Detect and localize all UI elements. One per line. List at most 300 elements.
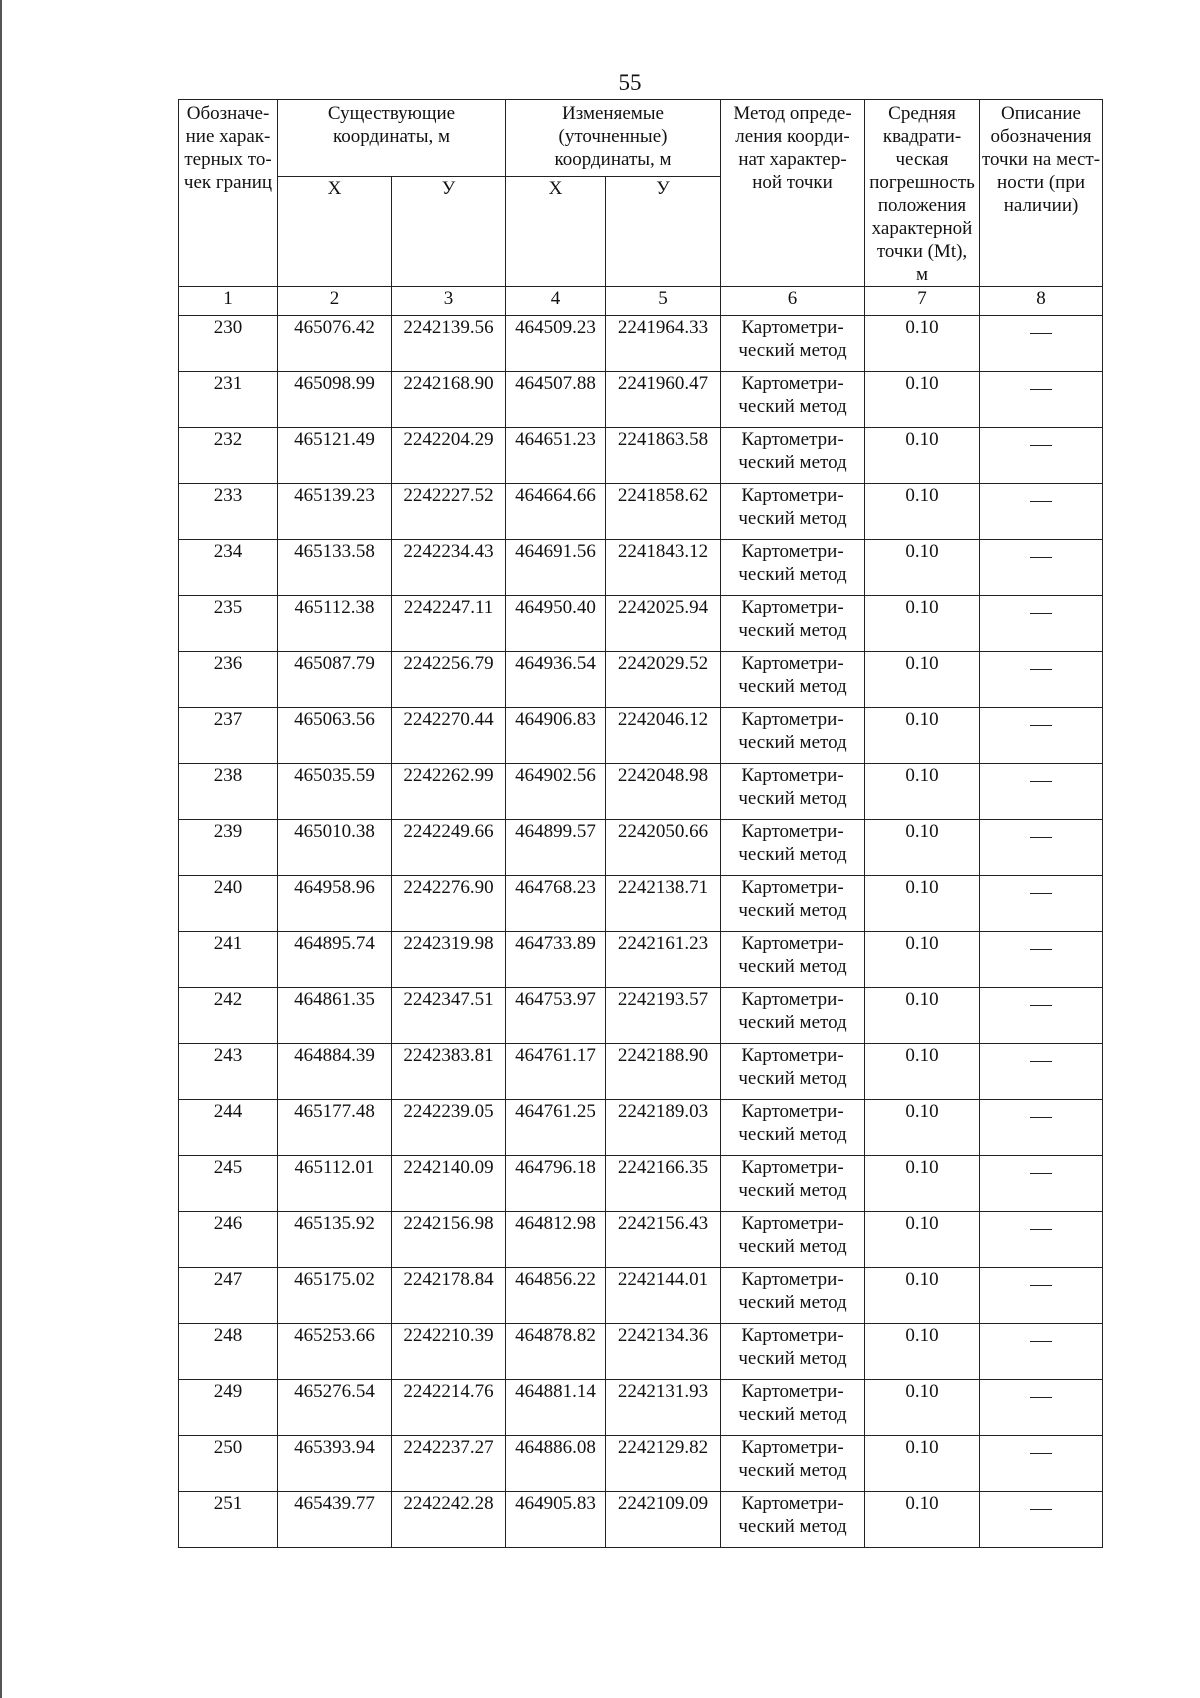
- dash-mark: [1030, 1509, 1052, 1510]
- error-value: 0.10: [865, 1324, 980, 1380]
- changed-y-value: 2242166.35: [606, 1156, 721, 1212]
- point-id: 250: [179, 1436, 278, 1492]
- method-text-line: ческий метод: [738, 1068, 847, 1089]
- header-existing-x: X: [278, 177, 392, 287]
- existing-y-value: 2242276.90: [392, 876, 506, 932]
- existing-y-value: 2242242.28: [392, 1492, 506, 1548]
- method-text-line: Картометри-: [741, 821, 844, 842]
- method-text-line: ческий метод: [738, 788, 847, 809]
- changed-y-value: 2242050.66: [606, 820, 721, 876]
- table-row: [179, 1044, 1103, 1100]
- header-line: Изменяемые: [562, 103, 664, 124]
- changed-x-value: 464812.98: [506, 1212, 606, 1268]
- description-cell: [980, 484, 1103, 540]
- method-text-line: ческий метод: [738, 844, 847, 865]
- method-text-line: ческий метод: [738, 620, 847, 641]
- existing-x-value: 465175.02: [278, 1268, 392, 1324]
- dash-mark: [1030, 893, 1052, 894]
- existing-y-value: 2242168.90: [392, 372, 506, 428]
- method-text-line: Картометри-: [741, 1381, 844, 1402]
- column-number: 8: [980, 287, 1103, 316]
- method-text-line: ческий метод: [738, 676, 847, 697]
- header-line: ности (при: [997, 172, 1085, 193]
- method-text-line: ческий метод: [738, 1236, 847, 1257]
- existing-x-value: 465087.79: [278, 652, 392, 708]
- table-row: [179, 1492, 1103, 1548]
- table-row: [179, 1436, 1103, 1492]
- point-id: 243: [179, 1044, 278, 1100]
- method-text-line: Картометри-: [741, 1325, 844, 1346]
- header-line: (уточненные): [558, 126, 668, 147]
- existing-x-value: 464884.39: [278, 1044, 392, 1100]
- existing-x-value: 464895.74: [278, 932, 392, 988]
- point-id: 246: [179, 1212, 278, 1268]
- dash-mark: [1030, 1005, 1052, 1006]
- changed-x-value: 464906.83: [506, 708, 606, 764]
- header-line: Обозначе-: [186, 103, 270, 124]
- page-left-edge: [0, 0, 2, 1698]
- method-cell: [721, 372, 865, 428]
- method-text-line: Картометри-: [741, 429, 844, 450]
- changed-y-value: 2242161.23: [606, 932, 721, 988]
- error-value: 0.10: [865, 316, 980, 372]
- method-text-line: Картометри-: [741, 1213, 844, 1234]
- existing-x-value: 465112.38: [278, 596, 392, 652]
- existing-x-value: 465133.58: [278, 540, 392, 596]
- column-number: 2: [278, 287, 392, 316]
- method-text-line: ческий метод: [738, 900, 847, 921]
- changed-x-value: 464509.23: [506, 316, 606, 372]
- existing-y-value: 2242156.98: [392, 1212, 506, 1268]
- dash-mark: [1030, 333, 1052, 334]
- header-existing-y: У: [392, 177, 506, 287]
- column-number: 5: [606, 287, 721, 316]
- table-row: [179, 708, 1103, 764]
- dash-mark: [1030, 501, 1052, 502]
- existing-x-value: 465139.23: [278, 484, 392, 540]
- table-row: [179, 596, 1103, 652]
- method-text-line: ческий метод: [738, 564, 847, 585]
- header-line: квадрати-: [882, 126, 962, 147]
- dash-mark: [1030, 1061, 1052, 1062]
- header-mean-square-error: [865, 100, 980, 287]
- existing-x-value: 465035.59: [278, 764, 392, 820]
- existing-y-value: 2242383.81: [392, 1044, 506, 1100]
- changed-y-value: 2242156.43: [606, 1212, 721, 1268]
- point-id: 248: [179, 1324, 278, 1380]
- table-row: [179, 1380, 1103, 1436]
- method-cell: [721, 1380, 865, 1436]
- error-value: 0.10: [865, 372, 980, 428]
- changed-x-value: 464936.54: [506, 652, 606, 708]
- dash-mark: [1030, 613, 1052, 614]
- existing-y-value: 2242227.52: [392, 484, 506, 540]
- header-point-description: [980, 100, 1103, 287]
- method-text-line: Картометри-: [741, 933, 844, 954]
- method-cell: [721, 1436, 865, 1492]
- description-cell: [980, 1268, 1103, 1324]
- changed-x-value: 464881.14: [506, 1380, 606, 1436]
- changed-y-value: 2241964.33: [606, 316, 721, 372]
- existing-x-value: 465393.94: [278, 1436, 392, 1492]
- error-value: 0.10: [865, 652, 980, 708]
- point-id: 234: [179, 540, 278, 596]
- existing-x-value: 464958.96: [278, 876, 392, 932]
- column-number: 6: [721, 287, 865, 316]
- description-cell: [980, 1156, 1103, 1212]
- error-value: 0.10: [865, 428, 980, 484]
- header-point-designation: [179, 100, 278, 287]
- method-cell: [721, 708, 865, 764]
- existing-x-value: 465112.01: [278, 1156, 392, 1212]
- changed-x-value: 464950.40: [506, 596, 606, 652]
- table-row: [179, 820, 1103, 876]
- header-line: погрешность: [869, 172, 975, 193]
- method-text-line: ческий метод: [738, 396, 847, 417]
- existing-y-value: 2242237.27: [392, 1436, 506, 1492]
- header-method: [721, 100, 865, 287]
- method-cell: [721, 1156, 865, 1212]
- changed-x-value: 464856.22: [506, 1268, 606, 1324]
- existing-y-value: 2242347.51: [392, 988, 506, 1044]
- existing-y-value: 2242214.76: [392, 1380, 506, 1436]
- error-value: 0.10: [865, 1268, 980, 1324]
- changed-x-value: 464753.97: [506, 988, 606, 1044]
- changed-x-value: 464878.82: [506, 1324, 606, 1380]
- method-text-line: Картометри-: [741, 1493, 844, 1514]
- table-row: [179, 1268, 1103, 1324]
- existing-x-value: 465076.42: [278, 316, 392, 372]
- existing-x-value: 465276.54: [278, 1380, 392, 1436]
- description-cell: [980, 1212, 1103, 1268]
- changed-y-value: 2241960.47: [606, 372, 721, 428]
- point-id: 230: [179, 316, 278, 372]
- changed-y-value: 2242144.01: [606, 1268, 721, 1324]
- error-value: 0.10: [865, 540, 980, 596]
- method-cell: [721, 1044, 865, 1100]
- dash-mark: [1030, 1117, 1052, 1118]
- changed-y-value: 2241843.12: [606, 540, 721, 596]
- method-text-line: ческий метод: [738, 956, 847, 977]
- point-id: 242: [179, 988, 278, 1044]
- header-changed-x: X: [506, 177, 606, 287]
- page-number: 55: [618, 70, 642, 95]
- existing-x-value: 465177.48: [278, 1100, 392, 1156]
- point-id: 232: [179, 428, 278, 484]
- method-text-line: Картометри-: [741, 373, 844, 394]
- changed-x-value: 464886.08: [506, 1436, 606, 1492]
- description-cell: [980, 1100, 1103, 1156]
- changed-x-value: 464507.88: [506, 372, 606, 428]
- description-cell: [980, 540, 1103, 596]
- description-cell: [980, 1436, 1103, 1492]
- changed-y-value: 2242134.36: [606, 1324, 721, 1380]
- error-value: 0.10: [865, 932, 980, 988]
- description-cell: [980, 428, 1103, 484]
- column-number: 4: [506, 287, 606, 316]
- header-line: м: [916, 264, 929, 285]
- error-value: 0.10: [865, 1212, 980, 1268]
- point-id: 233: [179, 484, 278, 540]
- error-value: 0.10: [865, 820, 980, 876]
- table-row: [179, 652, 1103, 708]
- error-value: 0.10: [865, 484, 980, 540]
- changed-y-value: 2242131.93: [606, 1380, 721, 1436]
- table-row: [179, 876, 1103, 932]
- error-value: 0.10: [865, 988, 980, 1044]
- existing-y-value: 2242210.39: [392, 1324, 506, 1380]
- point-id: 251: [179, 1492, 278, 1548]
- dash-mark: [1030, 725, 1052, 726]
- method-text-line: Картометри-: [741, 541, 844, 562]
- table-row: [179, 316, 1103, 372]
- existing-x-value: 465121.49: [278, 428, 392, 484]
- coordinates-table: [178, 99, 1103, 1548]
- existing-x-value: 464861.35: [278, 988, 392, 1044]
- method-cell: [721, 596, 865, 652]
- changed-y-value: 2242193.57: [606, 988, 721, 1044]
- changed-y-value: 2241863.58: [606, 428, 721, 484]
- existing-x-value: 465063.56: [278, 708, 392, 764]
- method-cell: [721, 1212, 865, 1268]
- existing-y-value: 2242270.44: [392, 708, 506, 764]
- header-line: нат характер-: [738, 149, 847, 170]
- dash-mark: [1030, 445, 1052, 446]
- dash-mark: [1030, 1285, 1052, 1286]
- dash-mark: [1030, 1453, 1052, 1454]
- existing-x-value: 465010.38: [278, 820, 392, 876]
- table-row: [179, 1100, 1103, 1156]
- changed-x-value: 464905.83: [506, 1492, 606, 1548]
- table-row: [179, 764, 1103, 820]
- point-id: 238: [179, 764, 278, 820]
- method-text-line: ческий метод: [738, 452, 847, 473]
- method-text-line: ческий метод: [738, 1516, 847, 1537]
- changed-x-value: 464691.56: [506, 540, 606, 596]
- header-line: характерной: [871, 218, 973, 239]
- existing-y-value: 2242234.43: [392, 540, 506, 596]
- changed-y-value: 2242109.09: [606, 1492, 721, 1548]
- point-id: 231: [179, 372, 278, 428]
- existing-x-value: 465135.92: [278, 1212, 392, 1268]
- changed-y-value: 2242129.82: [606, 1436, 721, 1492]
- method-text-line: ческий метод: [738, 1124, 847, 1145]
- table-row: [179, 372, 1103, 428]
- changed-y-value: 2242025.94: [606, 596, 721, 652]
- description-cell: [980, 1044, 1103, 1100]
- existing-y-value: 2242256.79: [392, 652, 506, 708]
- header-line: Описание: [1001, 103, 1081, 124]
- existing-y-value: 2242204.29: [392, 428, 506, 484]
- changed-y-value: 2242188.90: [606, 1044, 721, 1100]
- existing-x-value: 465253.66: [278, 1324, 392, 1380]
- header-line: точки на мест-: [981, 149, 1101, 170]
- error-value: 0.10: [865, 876, 980, 932]
- method-text-line: Картометри-: [741, 765, 844, 786]
- column-number: 3: [392, 287, 506, 316]
- column-number: 7: [865, 287, 980, 316]
- error-value: 0.10: [865, 1492, 980, 1548]
- method-text-line: Картометри-: [741, 485, 844, 506]
- method-text-line: Картометри-: [741, 1157, 844, 1178]
- table-body: [179, 316, 1103, 1548]
- dash-mark: [1030, 557, 1052, 558]
- header-line: ления коорди-: [735, 126, 850, 147]
- point-id: 240: [179, 876, 278, 932]
- changed-x-value: 464733.89: [506, 932, 606, 988]
- error-value: 0.10: [865, 1436, 980, 1492]
- method-text-line: ческий метод: [738, 732, 847, 753]
- changed-x-value: 464899.57: [506, 820, 606, 876]
- error-value: 0.10: [865, 596, 980, 652]
- changed-x-value: 464796.18: [506, 1156, 606, 1212]
- dash-mark: [1030, 949, 1052, 950]
- dash-mark: [1030, 669, 1052, 670]
- point-id: 239: [179, 820, 278, 876]
- changed-y-value: 2242138.71: [606, 876, 721, 932]
- changed-x-value: 464902.56: [506, 764, 606, 820]
- method-cell: [721, 428, 865, 484]
- existing-y-value: 2242239.05: [392, 1100, 506, 1156]
- table-row: [179, 1156, 1103, 1212]
- header-line: Средняя: [888, 103, 956, 124]
- column-number: 1: [179, 287, 278, 316]
- point-id: 236: [179, 652, 278, 708]
- description-cell: [980, 596, 1103, 652]
- point-id: 235: [179, 596, 278, 652]
- changed-y-value: 2242189.03: [606, 1100, 721, 1156]
- header-line: Метод опреде-: [733, 103, 852, 124]
- description-cell: [980, 372, 1103, 428]
- method-cell: [721, 764, 865, 820]
- existing-y-value: 2242178.84: [392, 1268, 506, 1324]
- existing-y-value: 2242247.11: [392, 596, 506, 652]
- header-line: наличии): [1003, 195, 1079, 216]
- existing-y-value: 2242139.56: [392, 316, 506, 372]
- changed-x-value: 464768.23: [506, 876, 606, 932]
- method-cell: [721, 876, 865, 932]
- description-cell: [980, 652, 1103, 708]
- error-value: 0.10: [865, 1100, 980, 1156]
- method-text-line: Картометри-: [741, 1101, 844, 1122]
- table-row: [179, 1212, 1103, 1268]
- error-value: 0.10: [865, 1156, 980, 1212]
- changed-y-value: 2241858.62: [606, 484, 721, 540]
- method-cell: [721, 988, 865, 1044]
- method-text-line: ческий метод: [738, 508, 847, 529]
- method-cell: [721, 1324, 865, 1380]
- point-id: 241: [179, 932, 278, 988]
- method-text-line: Картометри-: [741, 989, 844, 1010]
- dash-mark: [1030, 1341, 1052, 1342]
- changed-x-value: 464664.66: [506, 484, 606, 540]
- existing-y-value: 2242249.66: [392, 820, 506, 876]
- dash-mark: [1030, 389, 1052, 390]
- description-cell: [980, 708, 1103, 764]
- method-cell: [721, 316, 865, 372]
- method-text-line: Картометри-: [741, 877, 844, 898]
- header-line: координаты, м: [554, 149, 672, 170]
- method-text-line: Картометри-: [741, 1269, 844, 1290]
- table-row: [179, 988, 1103, 1044]
- method-text-line: ческий метод: [738, 1404, 847, 1425]
- dash-mark: [1030, 781, 1052, 782]
- method-cell: [721, 932, 865, 988]
- existing-y-value: 2242140.09: [392, 1156, 506, 1212]
- method-text-line: Картометри-: [741, 597, 844, 618]
- changed-y-value: 2242029.52: [606, 652, 721, 708]
- method-text-line: ческий метод: [738, 1460, 847, 1481]
- dash-mark: [1030, 837, 1052, 838]
- table-row: [179, 932, 1103, 988]
- table-row: [179, 428, 1103, 484]
- method-cell: [721, 540, 865, 596]
- point-id: 244: [179, 1100, 278, 1156]
- header-line: ной точки: [752, 172, 833, 193]
- header-line: точки (Mt),: [876, 241, 968, 262]
- dash-mark: [1030, 1229, 1052, 1230]
- method-cell: [721, 484, 865, 540]
- header-line: Существующие: [327, 103, 456, 124]
- error-value: 0.10: [865, 764, 980, 820]
- method-cell: [721, 820, 865, 876]
- description-cell: [980, 876, 1103, 932]
- point-id: 237: [179, 708, 278, 764]
- description-cell: [980, 988, 1103, 1044]
- changed-x-value: 464761.17: [506, 1044, 606, 1100]
- header-line: чек границ: [183, 172, 273, 193]
- header-existing-coordinates: [278, 100, 506, 177]
- header-line: ческая: [895, 149, 949, 170]
- existing-y-value: 2242319.98: [392, 932, 506, 988]
- method-text-line: Картометри-: [741, 1437, 844, 1458]
- error-value: 0.10: [865, 708, 980, 764]
- existing-y-value: 2242262.99: [392, 764, 506, 820]
- method-cell: [721, 1100, 865, 1156]
- header-line: положения: [877, 195, 967, 216]
- header-changed-coordinates: [506, 100, 721, 177]
- table-row: [179, 540, 1103, 596]
- method-text-line: Картометри-: [741, 1045, 844, 1066]
- changed-x-value: 464651.23: [506, 428, 606, 484]
- header-line: обозначения: [990, 126, 1092, 147]
- method-text-line: ческий метод: [738, 340, 847, 361]
- method-text-line: ческий метод: [738, 1292, 847, 1313]
- method-text-line: Картометри-: [741, 709, 844, 730]
- changed-y-value: 2242048.98: [606, 764, 721, 820]
- dash-mark: [1030, 1397, 1052, 1398]
- changed-y-value: 2242046.12: [606, 708, 721, 764]
- description-cell: [980, 820, 1103, 876]
- description-cell: [980, 316, 1103, 372]
- point-id: 249: [179, 1380, 278, 1436]
- existing-x-value: 465098.99: [278, 372, 392, 428]
- header-line: ние харак-: [185, 126, 271, 147]
- method-text-line: ческий метод: [738, 1012, 847, 1033]
- method-text-line: Картометри-: [741, 653, 844, 674]
- dash-mark: [1030, 1173, 1052, 1174]
- header-changed-y: У: [606, 177, 721, 287]
- point-id: 247: [179, 1268, 278, 1324]
- header-line: координаты, м: [332, 126, 451, 147]
- table-row: [179, 1324, 1103, 1380]
- method-cell: [721, 1268, 865, 1324]
- description-cell: [980, 1324, 1103, 1380]
- method-text-line: ческий метод: [738, 1348, 847, 1369]
- description-cell: [980, 764, 1103, 820]
- point-id: 245: [179, 1156, 278, 1212]
- existing-x-value: 465439.77: [278, 1492, 392, 1548]
